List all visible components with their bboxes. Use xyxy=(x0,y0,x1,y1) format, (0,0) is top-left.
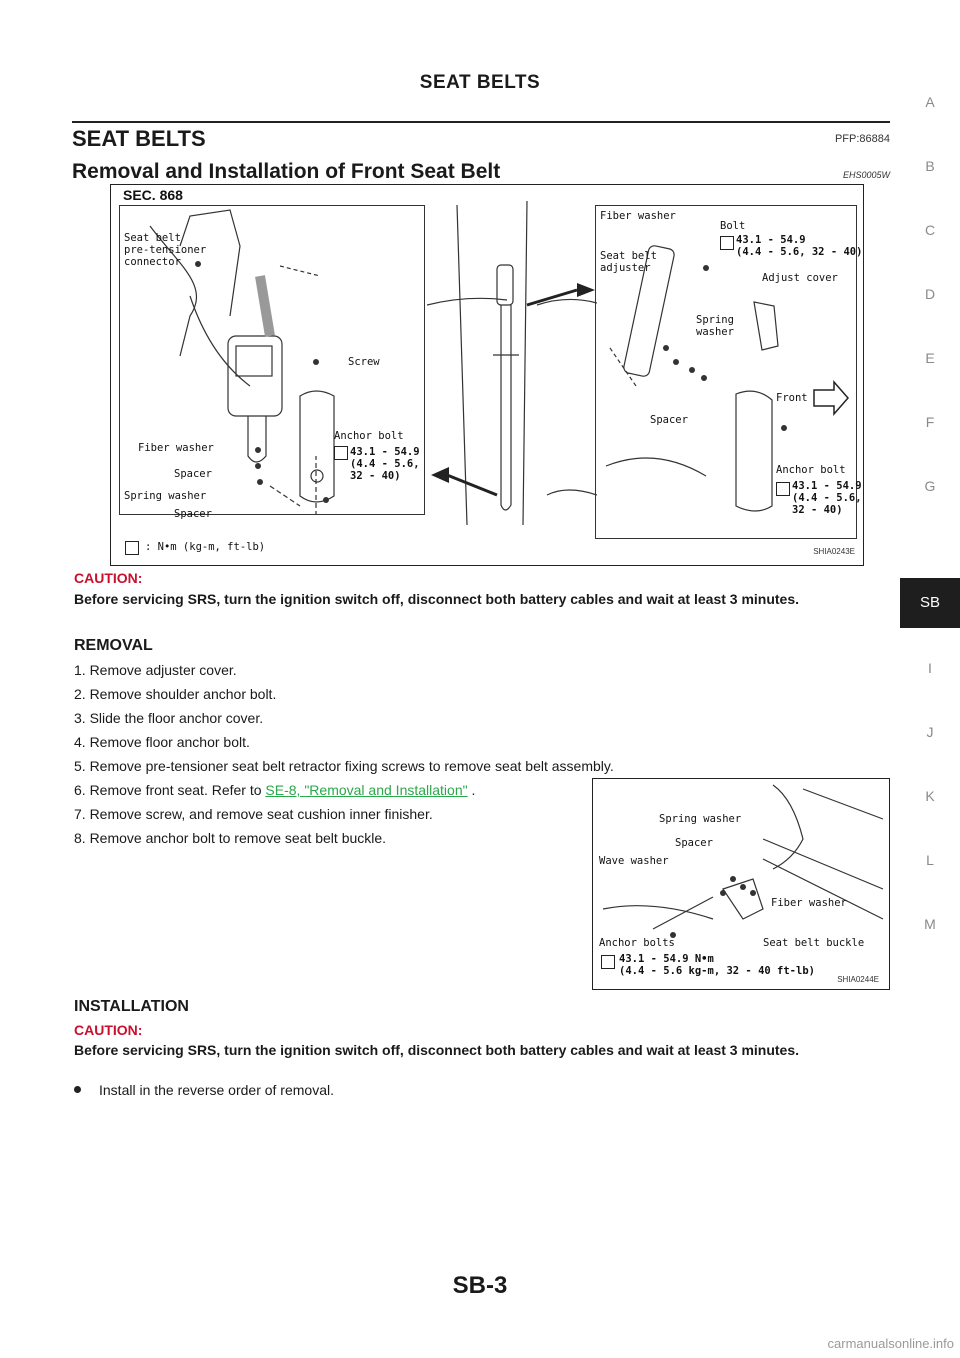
side-index-c[interactable]: C xyxy=(924,222,936,238)
title-rule xyxy=(72,121,890,123)
figure-id: SHIA0244E xyxy=(837,975,879,984)
side-index-a[interactable]: A xyxy=(925,94,935,110)
removal-step-6-end: . xyxy=(467,782,476,798)
removal-step-1: 1. Remove adjuster cover. xyxy=(74,662,237,678)
removal-step-2: 2. Remove shoulder anchor bolt. xyxy=(74,686,277,702)
label-fiber-washer-right: Fiber washer xyxy=(600,210,676,222)
pillar-illustration xyxy=(427,195,597,535)
label-spacer-left-2: Spacer xyxy=(174,508,212,520)
label-adjust-cover: Adjust cover xyxy=(762,272,838,284)
label-spacer-buckle: Spacer xyxy=(675,837,713,849)
label-fiber-washer-buckle: Fiber washer xyxy=(771,897,847,909)
side-index-d[interactable]: D xyxy=(924,286,936,302)
label-screw: Screw xyxy=(348,356,380,368)
label-spacer-right: Spacer xyxy=(650,414,688,426)
figure-front-seat-belt xyxy=(110,184,864,566)
page-header: SEAT BELTS xyxy=(419,72,541,93)
label-front: Front xyxy=(776,392,808,404)
label-buckle-torque: 43.1 - 54.9 N•m (4.4 - 5.6 kg-m, 32 - 40 ft-lb) xyxy=(619,953,815,977)
side-index-m[interactable]: M xyxy=(924,916,936,932)
removal-step-4: 4. Remove floor anchor bolt. xyxy=(74,734,250,750)
label-spring-washer-buckle: Spring washer xyxy=(659,813,742,825)
removal-step-3: 3. Slide the floor anchor cover. xyxy=(74,710,264,726)
label-seat-belt-buckle: Seat belt buckle xyxy=(763,937,865,949)
side-index-i[interactable]: I xyxy=(928,660,932,676)
label-spring-washer-right: Spring washer xyxy=(696,314,734,338)
figure-right-panel xyxy=(595,205,863,539)
label-anchor-torque-right: 43.1 - 54.9 (4.4 - 5.6, 32 - 40) xyxy=(792,480,862,516)
pfp-code: PFP:86884 xyxy=(834,133,890,145)
installation-bullet xyxy=(74,1082,334,1098)
side-index-j[interactable]: J xyxy=(926,724,934,740)
caution-label: CAUTION: xyxy=(74,1022,143,1038)
section-code: EHS0005W xyxy=(842,170,890,180)
side-index-b[interactable]: B xyxy=(925,158,935,174)
caution-text: Before servicing SRS, turn the ignition switch off, disconnect both battery cables and wait at least 3 minutes. xyxy=(74,1042,800,1058)
removal-step-8: 8. Remove anchor bolt to remove seat belt buckle. xyxy=(74,830,387,846)
label-wave-washer: Wave washer xyxy=(599,855,669,867)
torque-wrench-icon xyxy=(601,955,615,969)
caution-text: Before servicing SRS, turn the ignition switch off, disconnect both battery cables and wait at least 3 minutes. xyxy=(74,591,800,607)
label-fiber-washer-left: Fiber washer xyxy=(138,442,214,454)
watermark: carmanualsonline.info xyxy=(827,1336,954,1351)
removal-step-5: 5. Remove pre-tensioner seat belt retractor fixing screws to remove seat belt assembly. xyxy=(74,758,614,774)
label-pretensioner-connector: Seat belt pre-tensioner connector xyxy=(124,232,207,268)
label-spring-washer-left: Spring washer xyxy=(124,490,207,502)
caution-label: CAUTION: xyxy=(74,570,143,586)
side-index-k[interactable]: K xyxy=(925,788,935,804)
label-anchor-bolt-right: Anchor bolt xyxy=(776,464,846,476)
removal-step-6 xyxy=(74,782,475,798)
torque-wrench-icon xyxy=(776,482,790,496)
installation-bullet-text: Install in the reverse order of removal. xyxy=(99,1082,334,1098)
label-spacer-left-1: Spacer xyxy=(174,468,212,480)
label-anchor-bolts: Anchor bolts xyxy=(599,937,675,949)
removal-step-6-text: 6. Remove front seat. Refer to xyxy=(74,782,266,798)
torque-legend: : N•m (kg-m, ft-lb) xyxy=(145,541,266,553)
se8-link[interactable]: SE-8, "Removal and Installation" xyxy=(265,782,468,798)
installation-heading: INSTALLATION xyxy=(74,998,189,1015)
side-index-l[interactable]: L xyxy=(926,852,934,868)
figure-id: SHIA0243E xyxy=(813,547,855,556)
figure-sec-label: SEC. 868 xyxy=(123,187,183,203)
label-bolt-torque: 43.1 - 54.9 (4.4 - 5.6, 32 - 40) xyxy=(736,234,863,258)
side-index-sb[interactable]: SB xyxy=(900,578,960,628)
side-index-g[interactable]: G xyxy=(924,478,936,494)
torque-wrench-icon xyxy=(334,446,348,460)
label-seat-belt-adjuster: Seat belt adjuster xyxy=(600,250,657,274)
torque-wrench-icon xyxy=(125,541,139,555)
side-index-e[interactable]: E xyxy=(925,350,935,366)
figure-left-panel xyxy=(119,205,425,520)
label-torque-left: 43.1 - 54.9 (4.4 - 5.6, 32 - 40) xyxy=(350,446,420,482)
page-number: SB-3 xyxy=(452,1272,508,1299)
label-bolt: Bolt xyxy=(720,220,746,232)
page-title: SEAT BELTS xyxy=(72,126,206,151)
removal-step-7: 7. Remove screw, and remove seat cushion inner finisher. xyxy=(74,806,433,822)
section-subtitle: Removal and Installation of Front Seat Belt xyxy=(72,160,501,183)
removal-heading: REMOVAL xyxy=(74,637,153,654)
torque-wrench-icon xyxy=(720,236,734,250)
bullet-icon xyxy=(74,1086,81,1093)
label-anchor-bolt-left: Anchor bolt xyxy=(334,430,404,442)
figure-seat-belt-buckle xyxy=(592,778,890,990)
side-index-f[interactable]: F xyxy=(925,414,935,430)
